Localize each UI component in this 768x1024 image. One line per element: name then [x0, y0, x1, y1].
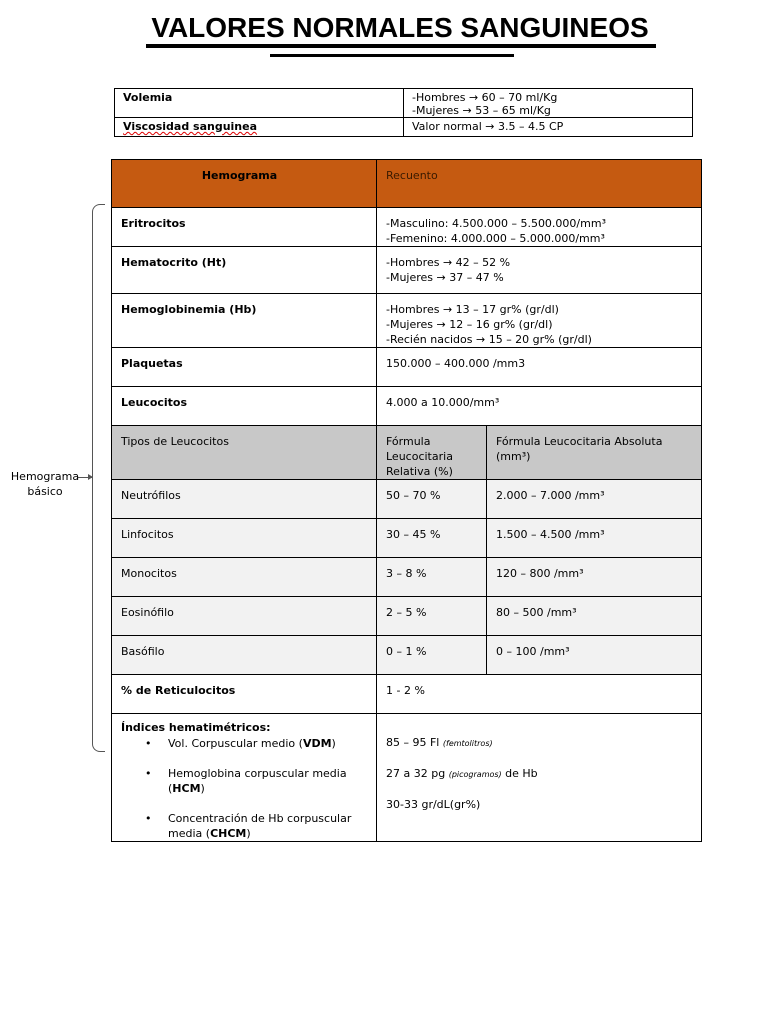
formula-relativa-header: Fórmula Leucocitaria Relativa (%): [377, 426, 487, 480]
volemia-values: [404, 89, 693, 118]
table-row: [115, 89, 693, 118]
leucocitos-label: Leucocitos: [112, 387, 377, 426]
page-title: VALORES NORMALES SANGUINEOS: [151, 12, 649, 43]
leucocito-absoluta: 2.000 – 7.000 /mm³: [487, 480, 702, 519]
table-row: [112, 208, 702, 247]
bullet-icon: •: [145, 767, 152, 780]
hemograma-basico-label: Hemograma básico: [10, 470, 80, 498]
leucocito-relativa: 2 – 5 %: [377, 597, 487, 636]
header-hemograma: Hemograma: [112, 160, 377, 208]
index-tail: de Hb: [501, 767, 538, 780]
hematocrito-values: [377, 247, 702, 294]
volemia-table: [114, 88, 693, 137]
index-value-text: 27 a 32 pg: [386, 767, 446, 780]
indices-list: [121, 736, 367, 841]
indices-values: [377, 714, 702, 842]
bullet-icon: •: [145, 737, 152, 750]
hematocrito-hombres: -Hombres → 42 – 52 %: [386, 256, 511, 269]
index-suffix: ): [246, 827, 251, 840]
reticulocitos-value: 1 - 2 %: [377, 675, 702, 714]
table-row: [112, 348, 702, 387]
leucocito-relativa: 3 – 8 %: [377, 558, 487, 597]
index-name: Concentración de Hb corpuscular media (: [168, 812, 352, 840]
list-item: [121, 766, 367, 796]
leucocito-name: Basófilo: [112, 636, 377, 675]
hemoglobina-label: Hemoglobinemia (Hb): [112, 294, 377, 348]
leucocito-absoluta: 1.500 – 4.500 /mm³: [487, 519, 702, 558]
viscosidad-label-text: Viscosidad sanguinea: [123, 120, 258, 133]
hemograma-basico-brace: [92, 204, 105, 752]
index-abbr: CHCM: [210, 827, 247, 840]
index-value: [386, 735, 692, 751]
reticulocitos-label: % de Reticulocitos: [112, 675, 377, 714]
volemia-label: Volemia: [115, 89, 404, 118]
title-underline: [146, 44, 656, 48]
header-recuento: Recuento: [377, 160, 702, 208]
eritrocitos-label: Eritrocitos: [112, 208, 377, 247]
table-row: [112, 558, 702, 597]
hemograma-table: [111, 159, 702, 842]
table-row: [112, 387, 702, 426]
leucocito-absoluta: 120 – 800 /mm³: [487, 558, 702, 597]
formula-absoluta-header: Fórmula Leucocitaria Absoluta (mm³): [487, 426, 702, 480]
table-row: [112, 519, 702, 558]
volemia-mujeres: -Mujeres → 53 – 65 ml/Kg: [412, 104, 551, 117]
table-row: [112, 294, 702, 348]
hematocrito-mujeres: -Mujeres → 37 – 47 %: [386, 271, 504, 284]
hematocrito-label: Hematocrito (Ht): [112, 247, 377, 294]
table-row: [112, 480, 702, 519]
hemoglobina-values: [377, 294, 702, 348]
leucocito-absoluta: 80 – 500 /mm³: [487, 597, 702, 636]
hemoglobina-recien-nacidos: -Recién nacidos → 15 – 20 gr% (gr/dl): [386, 333, 592, 346]
list-item: [121, 736, 367, 751]
indices-title: Índices hematimétricos:: [121, 721, 271, 734]
indices-row: [112, 714, 702, 842]
hemoglobina-hombres: -Hombres → 13 – 17 gr% (gr/dl): [386, 303, 559, 316]
eritrocitos-masculino: -Masculino: 4.500.000 – 5.500.000/mm³: [386, 217, 606, 230]
leucocito-relativa: 0 – 1 %: [377, 636, 487, 675]
plaquetas-label: Plaquetas: [112, 348, 377, 387]
hemoglobina-mujeres: -Mujeres → 12 – 16 gr% (gr/dl): [386, 318, 553, 331]
index-unit-note: (femtolitros): [442, 739, 493, 748]
index-abbr: HCM: [172, 782, 201, 795]
index-unit-note: (picogramos): [448, 770, 502, 779]
leucocito-relativa: 50 – 70 %: [377, 480, 487, 519]
table-row: [112, 597, 702, 636]
index-suffix: ): [331, 737, 336, 750]
table-row: [112, 675, 702, 714]
title-underline-short: [270, 54, 514, 57]
index-value-text: 30-33 gr/dL(gr%): [386, 798, 481, 811]
leucocitos-subheader-row: [112, 426, 702, 480]
leucocito-name: Linfocitos: [112, 519, 377, 558]
table-row: [115, 118, 693, 137]
leucocitos-value: 4.000 a 10.000/mm³: [377, 387, 702, 426]
leucocito-relativa: 30 – 45 %: [377, 519, 487, 558]
index-name: Vol. Corpuscular medio (: [168, 737, 303, 750]
index-abbr: VDM: [302, 737, 332, 750]
index-name: Hemoglobina corpuscular media (: [168, 767, 347, 795]
tipos-leucocitos-header: Tipos de Leucocitos: [112, 426, 377, 480]
leucocito-name: Eosinófilo: [112, 597, 377, 636]
viscosidad-label: [115, 118, 404, 137]
index-suffix: ): [200, 782, 205, 795]
table-row: [112, 247, 702, 294]
table-row: [112, 636, 702, 675]
plaquetas-value: 150.000 – 400.000 /mm3: [377, 348, 702, 387]
indices-cell: [112, 714, 377, 842]
table-header-row: [112, 160, 702, 208]
index-value: [386, 797, 692, 812]
index-value-text: 85 – 95 Fl: [386, 736, 440, 749]
index-value: [386, 766, 692, 782]
eritrocitos-femenino: -Femenino: 4.000.000 – 5.000.000/mm³: [386, 232, 605, 245]
arrow-right-icon: [78, 477, 92, 478]
leucocito-absoluta: 0 – 100 /mm³: [487, 636, 702, 675]
volemia-hombres: -Hombres → 60 – 70 ml/Kg: [412, 91, 558, 104]
list-item: [121, 811, 367, 841]
eritrocitos-values: [377, 208, 702, 247]
bullet-icon: •: [145, 812, 152, 825]
viscosidad-value: Valor normal → 3.5 – 4.5 CP: [404, 118, 693, 137]
leucocito-name: Neutrófilos: [112, 480, 377, 519]
leucocito-name: Monocitos: [112, 558, 377, 597]
